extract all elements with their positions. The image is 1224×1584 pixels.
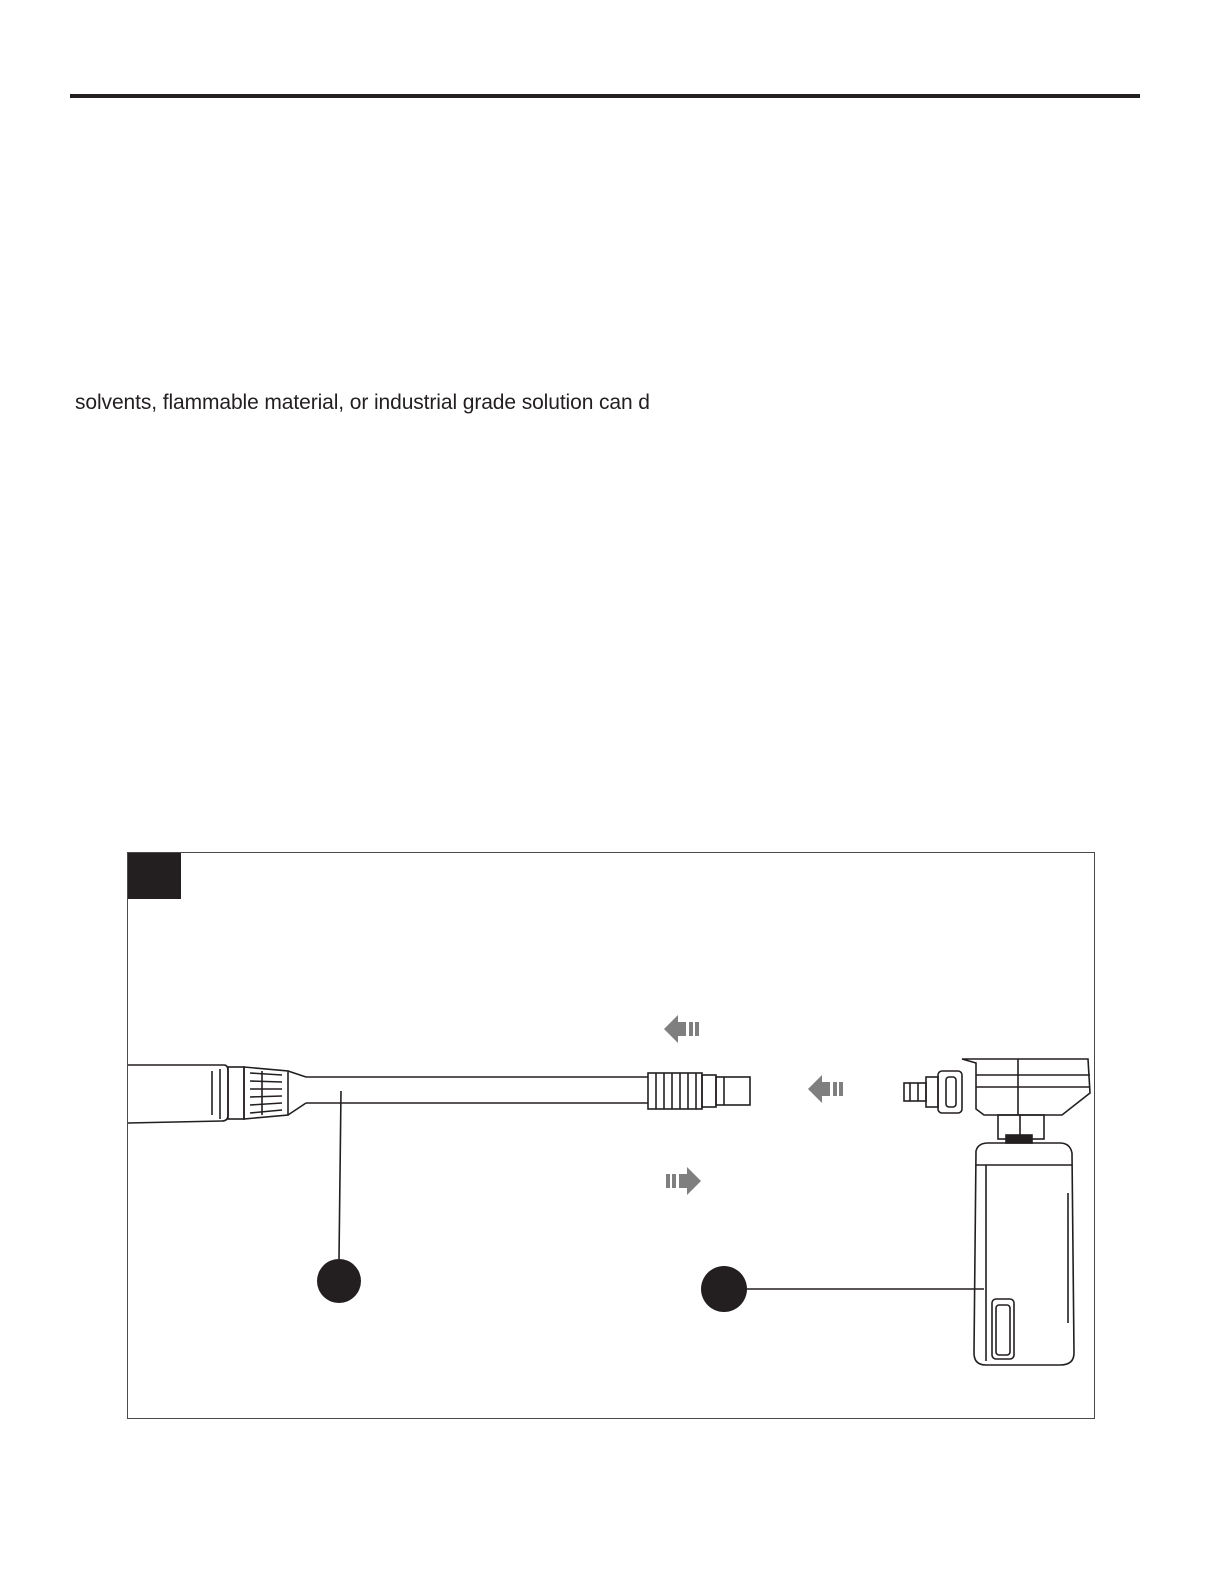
tube-hex-nut (702, 1075, 716, 1107)
quick-connect-socket (716, 1077, 750, 1105)
foam-cannon-plug (904, 1083, 926, 1101)
body-text-line: solvents, flammable material, or industrial grade solution can d (75, 391, 650, 414)
wand-grip (128, 1065, 228, 1123)
header-rule (70, 94, 1140, 98)
figure-frame (127, 852, 1095, 1419)
wand-collar (228, 1067, 244, 1119)
assembly-diagram (128, 853, 1094, 1418)
callout-marker-right (701, 1266, 747, 1312)
arrow-right-icon (666, 1167, 701, 1195)
arrow-left-icon (808, 1075, 843, 1103)
arrow-left-icon (664, 1015, 699, 1043)
foam-cannon-bottle (974, 1143, 1074, 1365)
callout-marker-left (317, 1259, 361, 1303)
